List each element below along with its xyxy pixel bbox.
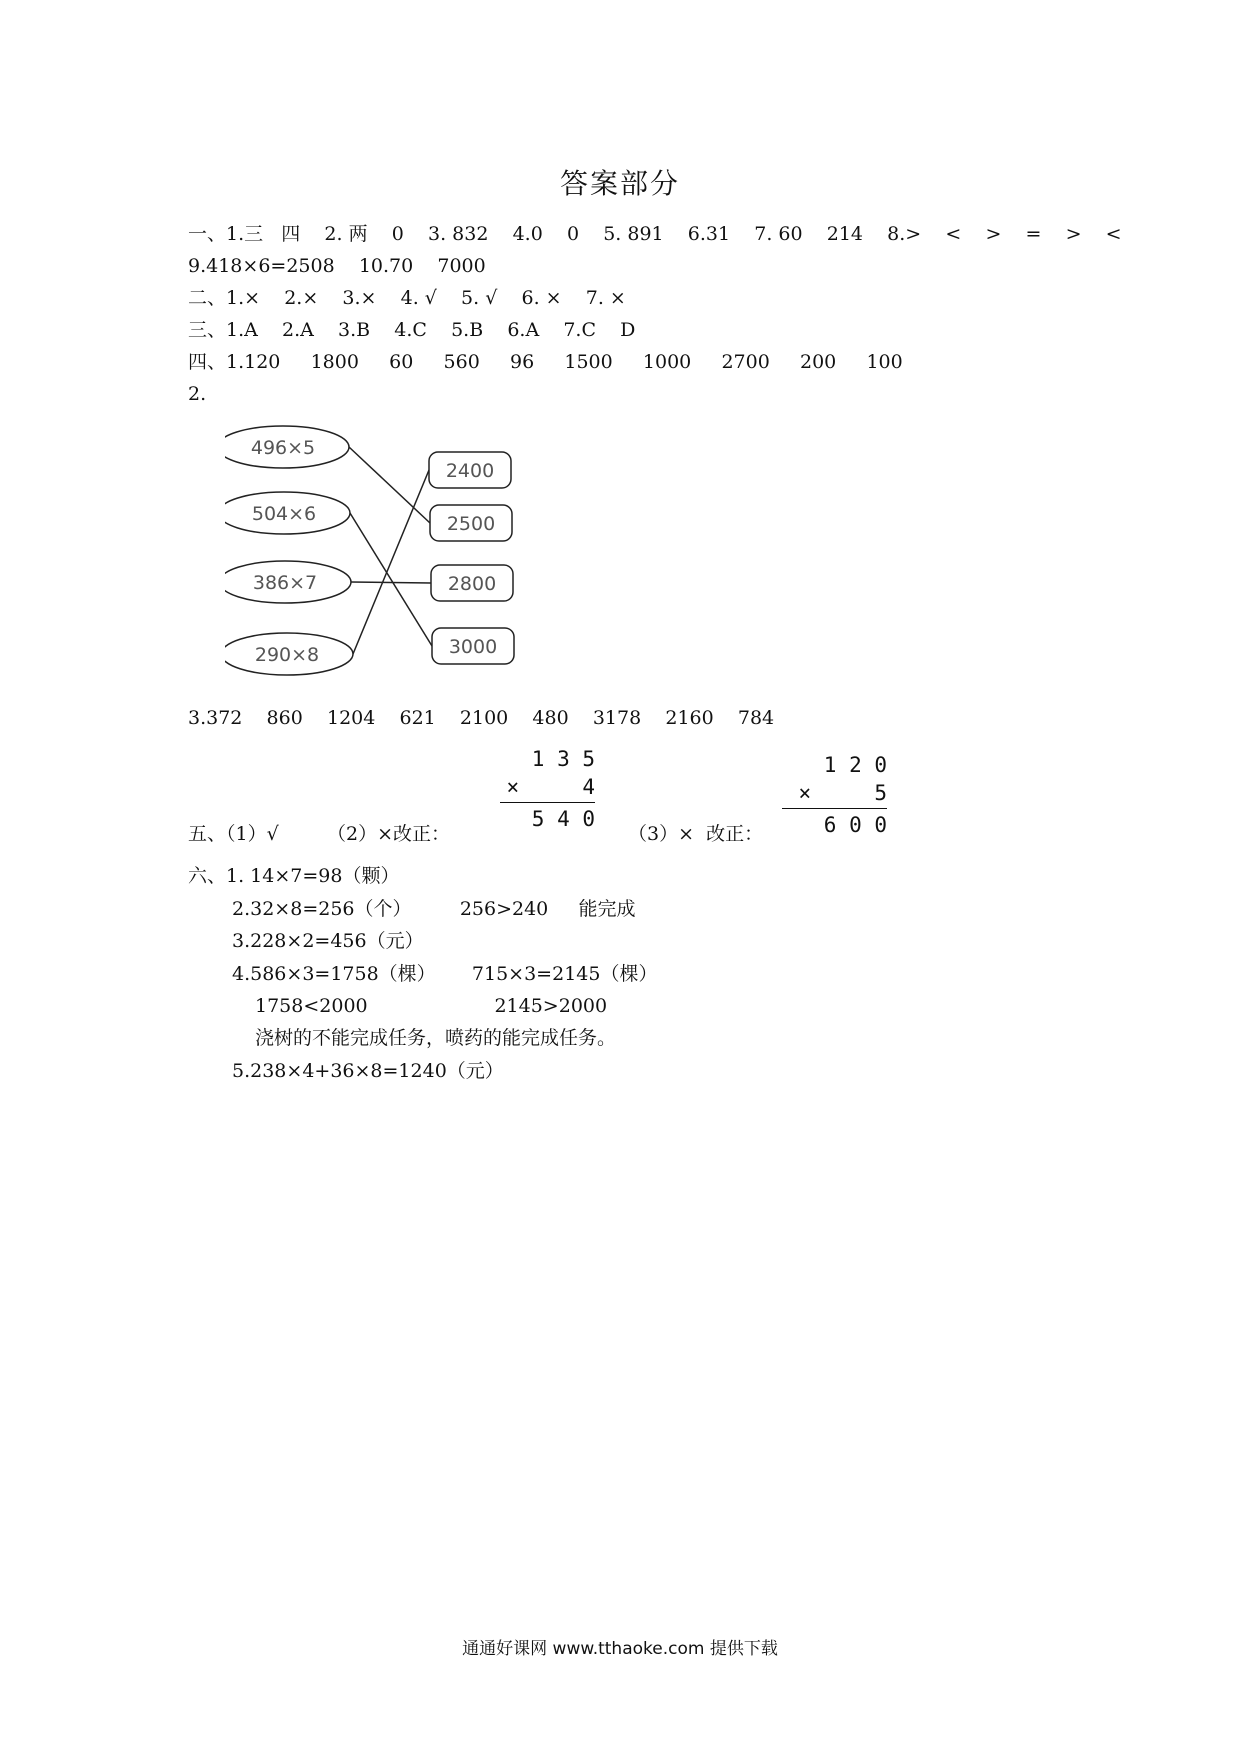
- s6-q1: 六、1. 14×7=98（颗）: [188, 865, 400, 887]
- match-connector: [349, 447, 430, 523]
- calc1-mid: × 4: [506, 775, 595, 799]
- result-label: 3000: [448, 636, 498, 658]
- vertical-calc-2: [782, 751, 887, 839]
- answer-line-7: 3.372 860 1204 621 2100 480 3178 2160 784: [188, 707, 775, 729]
- answer-line-2: 9.418×6=2508 10.70 7000: [188, 255, 486, 277]
- answer-line-3: 二、1.× 2.× 3.× 4. √ 5. √ 6. × 7. ×: [188, 287, 626, 309]
- match-connector: [351, 582, 431, 583]
- calc2-rule: [782, 808, 887, 809]
- s6-q2: 2.32×8=256（个） 256>240 能完成: [232, 898, 636, 920]
- expression-label: 496×5: [250, 437, 316, 459]
- calc2-top: 1 2 0: [823, 753, 887, 777]
- expression-label: 290×8: [254, 644, 320, 666]
- vertical-calc-1: [500, 745, 595, 833]
- s6-q4b: 1758<2000 2145>2000: [255, 995, 608, 1017]
- calc2-mid: × 5: [798, 781, 887, 805]
- page-title: 答案部分: [559, 167, 680, 200]
- answer-line-4: 三、1.A 2.A 3.B 4.C 5.B 6.A 7.C D: [188, 319, 636, 341]
- result-label: 2400: [445, 460, 495, 482]
- s6-q4c: 浇树的不能完成任务，喷药的能完成任务。: [255, 1027, 617, 1049]
- answer-line-8b: （3）× 改正：: [628, 823, 764, 845]
- match-connector: [350, 513, 432, 646]
- expression-label: 386×7: [252, 572, 318, 594]
- calc1-top: 1 3 5: [531, 747, 595, 771]
- s6-q5: 5.238×4+36×8=1240（元）: [232, 1060, 504, 1082]
- answer-line-8a: 五、（1）√ （2）×改正：: [188, 823, 451, 845]
- s6-q3: 3.228×2=456（元）: [232, 930, 424, 952]
- calc2-result: 6 0 0: [823, 813, 887, 837]
- footer-text: 通通好课网 www.tthaoke.com 提供下载: [462, 1639, 778, 1659]
- calc1-result: 5 4 0: [531, 807, 595, 831]
- expression-label: 504×6: [251, 503, 317, 525]
- answer-line-5: 四、1.120 1800 60 560 96 1500 1000 2700 200 100: [188, 351, 903, 373]
- s6-q4a: 4.586×3=1758（棵） 715×3=2145（棵）: [232, 963, 658, 985]
- match-connector: [353, 470, 429, 654]
- matching-diagram: [225, 420, 565, 680]
- result-label: 2500: [446, 513, 496, 535]
- answer-line-6: 2.: [188, 383, 207, 405]
- answer-line-1: 一、1.三 四 2. 两 0 3. 832 4.0 0 5. 891 6.31 7. 60 214 8.> < > = > <: [188, 223, 1122, 245]
- calc1-rule: [500, 802, 595, 803]
- result-label: 2800: [447, 573, 497, 595]
